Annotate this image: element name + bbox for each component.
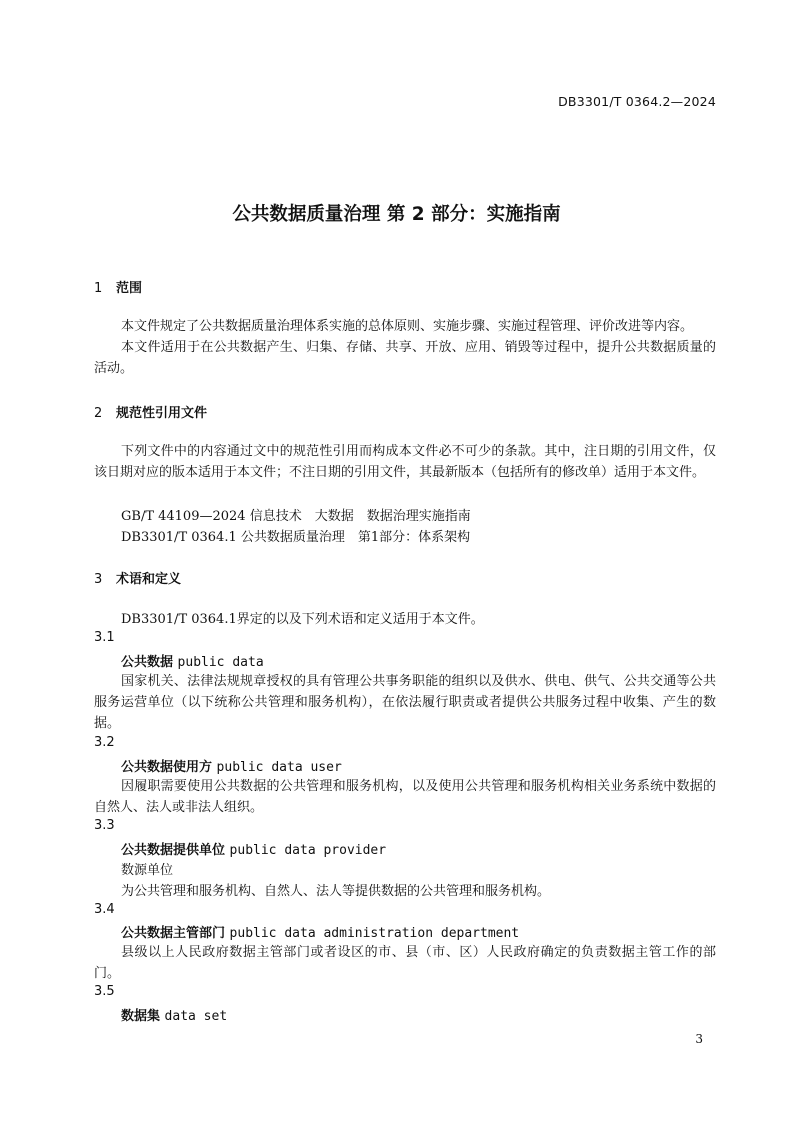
term-english: public data administration department bbox=[229, 926, 520, 941]
term-number: 3.2 bbox=[94, 735, 115, 750]
paragraph: 本文件适用于在公共数据产生、归集、存储、共享、开放、应用、销毁等过程中，提升公共数据质量的活动。 bbox=[94, 340, 716, 376]
term-definition: 因履职需要使用公共数据的公共管理和服务机构，以及使用公共管理和服务机构相关业务系统中数据的自然人、法人或非法人组织。 bbox=[94, 779, 716, 815]
term-entry bbox=[121, 651, 264, 670]
term-entry bbox=[121, 839, 386, 858]
term-definition: 为公共管理和服务机构、自然人、法人等提供数据的公共管理和服务机构。 bbox=[121, 884, 551, 899]
term-english: public data provider bbox=[229, 843, 387, 858]
section-heading-terms bbox=[94, 568, 181, 587]
section-number: 1 bbox=[94, 281, 103, 296]
paragraph: 下列文件中的内容通过文中的规范性引用而构成本文件必不可少的条款。其中，注日期的引用文件，仅该日期对应的版本适用于本文件；不注日期的引用文件，其最新版本（包括所有的修改单）适用于本文件。 bbox=[94, 444, 716, 480]
term-number: 3.5 bbox=[94, 984, 115, 999]
term-chinese: 公共数据使用方 bbox=[121, 760, 213, 775]
section-title: 术语和定义 bbox=[116, 572, 182, 587]
standard-number: DB3301/T 0364.2—2024 bbox=[558, 94, 716, 109]
term-chinese: 数据集 bbox=[121, 1009, 161, 1024]
term-english: public data user bbox=[216, 760, 342, 775]
term-alternative: 数源单位 bbox=[121, 863, 174, 878]
section-heading-scope bbox=[94, 277, 142, 296]
term-entry bbox=[121, 1005, 227, 1024]
reference-item: DB3301/T 0364.1 公共数据质量治理 第1部分：体系架构 bbox=[121, 530, 471, 545]
term-entry bbox=[121, 922, 519, 941]
terms-intro: DB3301/T 0364.1界定的以及下列术语和定义适用于本文件。 bbox=[121, 612, 484, 627]
section-title: 范围 bbox=[116, 281, 143, 296]
term-number: 3.3 bbox=[94, 818, 115, 833]
section-heading-normative-references bbox=[94, 402, 207, 421]
document-title: 公共数据质量治理 第 2 部分：实施指南 bbox=[232, 204, 561, 225]
term-definition: 县级以上人民政府数据主管部门或者设区的市、县（市、区）人民政府确定的负责数据主管工作的部门。 bbox=[94, 945, 716, 981]
reference-item: GB/T 44109—2024 信息技术 大数据 数据治理实施指南 bbox=[121, 509, 471, 524]
term-number: 3.1 bbox=[94, 630, 115, 645]
term-chinese: 公共数据 bbox=[121, 655, 174, 670]
section-title: 规范性引用文件 bbox=[116, 406, 208, 421]
paragraph: 本文件规定了公共数据质量治理体系实施的总体原则、实施步骤、实施过程管理、评价改进等内容。 bbox=[121, 319, 694, 334]
term-chinese: 公共数据主管部门 bbox=[121, 926, 226, 941]
section-number: 3 bbox=[94, 572, 103, 587]
page-number: 3 bbox=[695, 1032, 703, 1046]
term-entry bbox=[121, 756, 342, 775]
term-number: 3.4 bbox=[94, 902, 115, 917]
term-definition: 国家机关、法律法规规章授权的具有管理公共事务职能的组织以及供水、供电、供气、公共交通等公共服务运营单位（以下统称公共管理和服务机构），在依法履行职责或者提供公共服务过程中收集、产生的数据。 bbox=[94, 674, 716, 731]
section-number: 2 bbox=[94, 406, 103, 421]
term-english: data set bbox=[164, 1009, 228, 1024]
term-english: public data bbox=[177, 655, 264, 670]
term-chinese: 公共数据提供单位 bbox=[121, 843, 226, 858]
